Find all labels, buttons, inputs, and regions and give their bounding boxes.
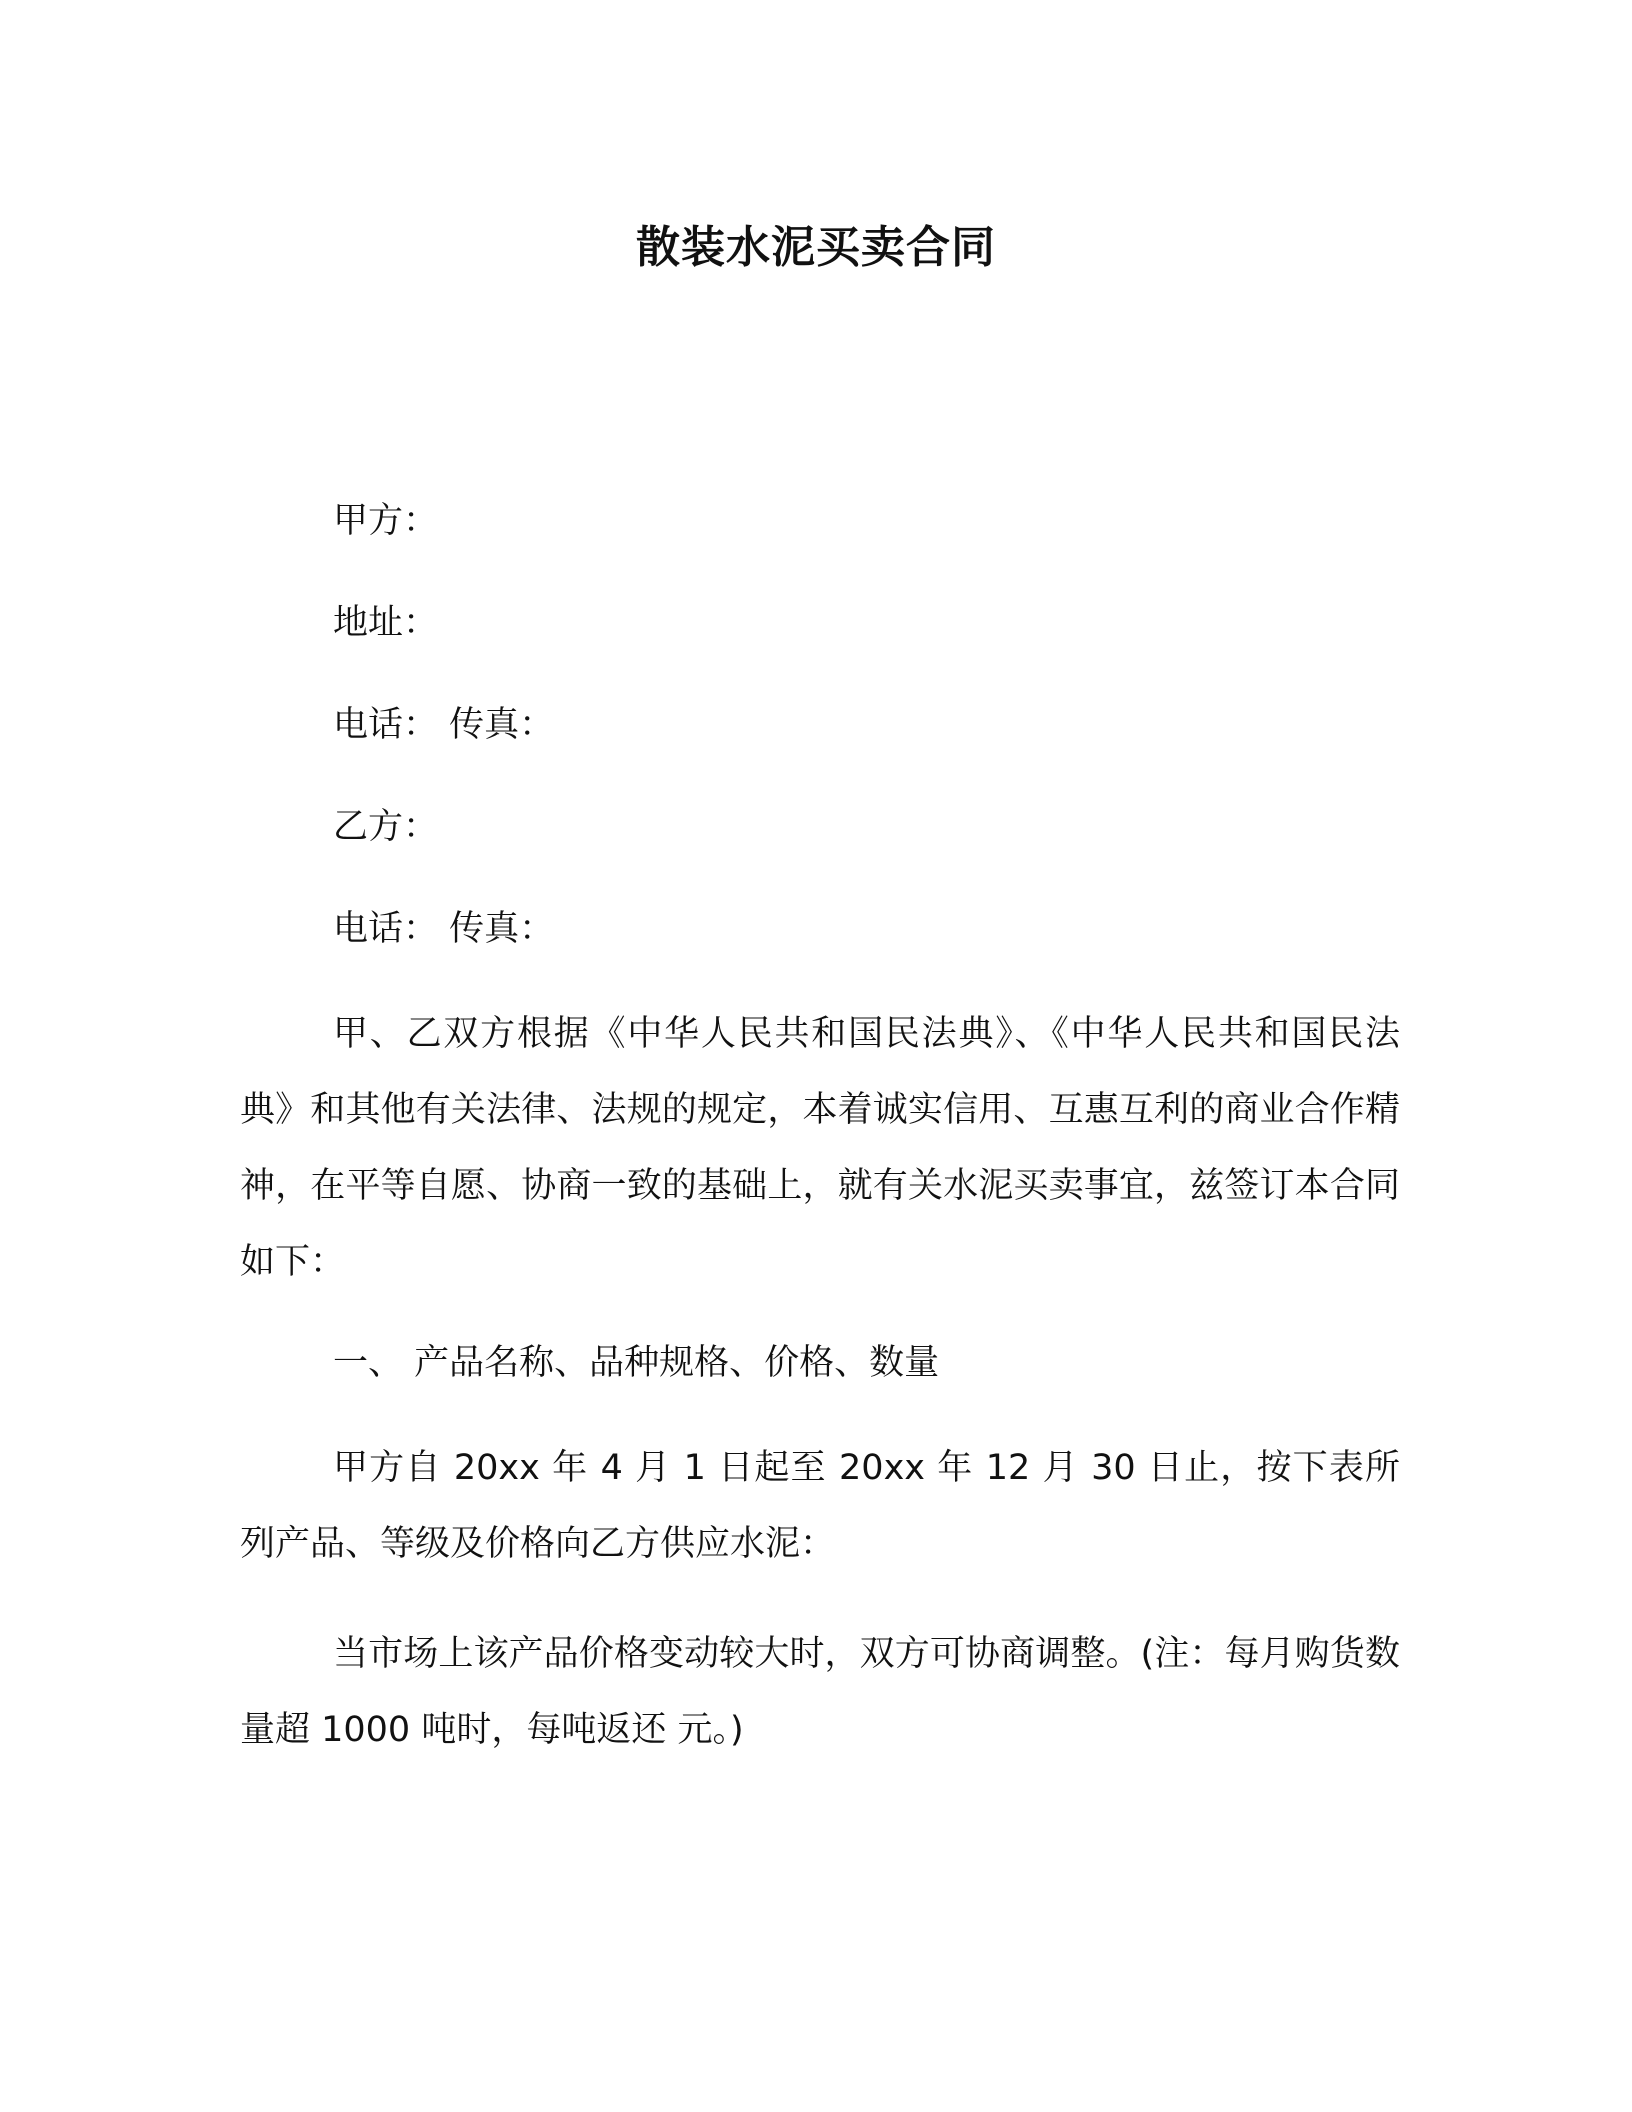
section-1-paragraph-1: 甲方自 20xx 年 4 月 1 日起至 20xx 年 12 月 30 日止，按下表所列产品、等级及价格向乙方供应水泥：: [240, 1448, 1400, 1564]
section-1-paragraph-2: 当市场上该产品价格变动较大时，双方可协商调整。(注：每月购货数量超 1000 吨时，每吨返还 元。): [240, 1634, 1400, 1750]
preamble-paragraph: 甲、乙双方根据《中华人民共和国民法典》、《中华人民共和国民法典》和其他有关法律、法规的规定，本着诚实信用、互惠互利的商业合作精神，在平等自愿、协商一致的基础上，就有关水泥买卖事宜，兹签订本合同如下：: [240, 1014, 1400, 1282]
phone-fax-a-field: 电话： 传真：: [333, 705, 555, 745]
party-a-field: 甲方：: [333, 501, 439, 541]
address-field: 地址：: [333, 603, 439, 643]
section-1-heading: 一、 产品名称、品种规格、价格、数量: [333, 1343, 940, 1383]
party-b-field: 乙方：: [333, 807, 439, 847]
document-title: 散装水泥买卖合同: [636, 222, 996, 273]
phone-fax-b-field: 电话： 传真：: [333, 909, 555, 949]
